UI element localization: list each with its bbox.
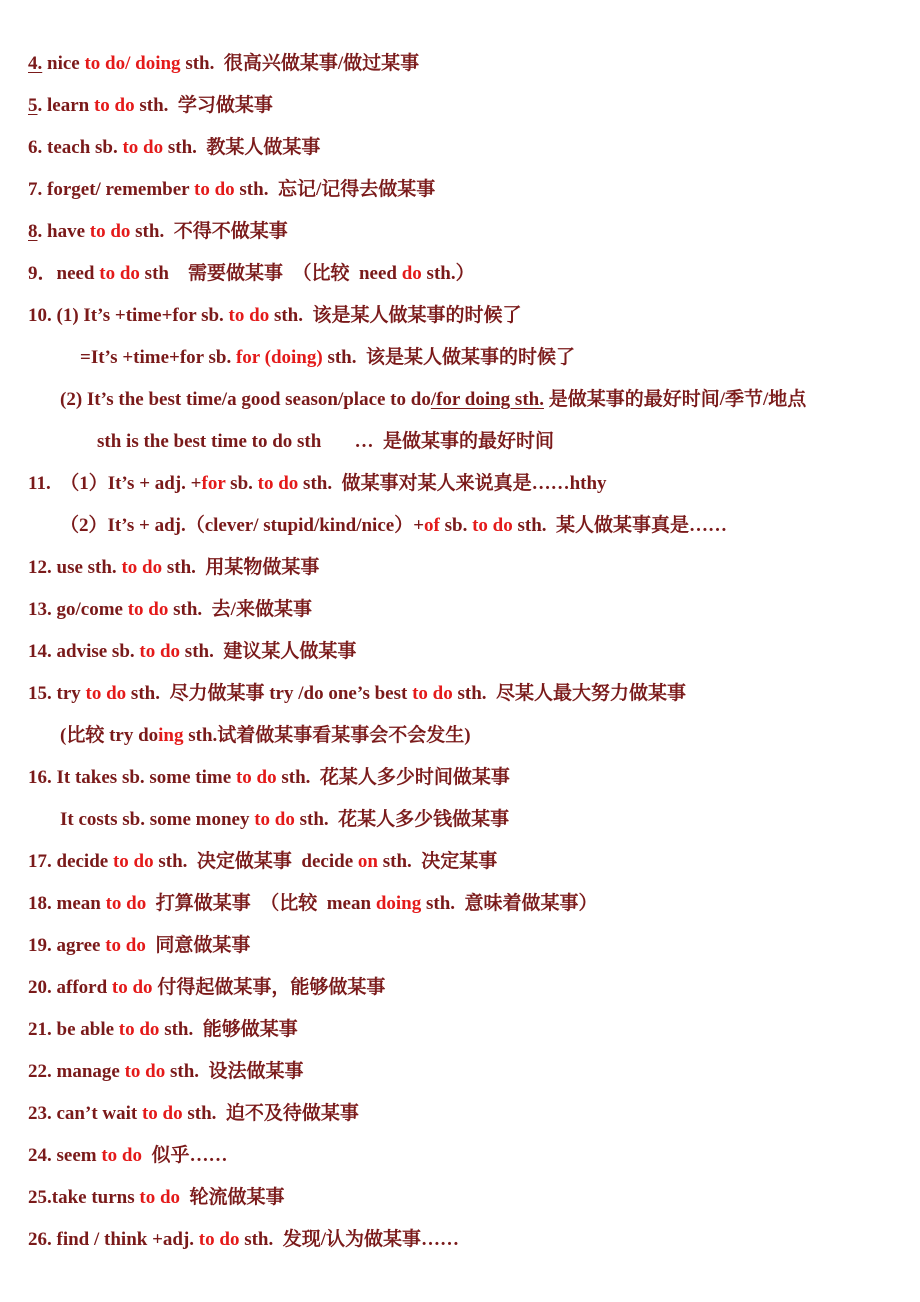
highlight-text: to do [118, 1019, 160, 1040]
text-line [60, 808, 509, 832]
text-segment: sth. 某人做某事真是…… [512, 515, 728, 536]
highlight-text: to do [198, 1229, 240, 1250]
highlight-text: to do [105, 935, 146, 956]
text-segment: 17. decide [28, 851, 113, 872]
text-segment: 8 [28, 221, 38, 242]
text-segment: sth. 迫不及待做某事 [182, 1103, 359, 1124]
text-segment: 12. use sth. [28, 557, 122, 578]
highlight-text: to do [257, 473, 299, 494]
highlight-text: for [201, 473, 226, 494]
highlight-text: to do [139, 641, 181, 662]
highlight-text: to do [122, 137, 164, 158]
highlight-text: to do [254, 809, 295, 830]
text-segment: sth.试着做某事看某事会不会发生) [183, 725, 471, 746]
text-segment: (比较 try do [60, 725, 159, 746]
text-line [28, 136, 320, 160]
text-line [28, 262, 475, 286]
highlight-text: to do [412, 683, 453, 704]
text-segment: nice [42, 53, 85, 74]
text-line [80, 346, 575, 370]
highlight-text: doing [375, 893, 422, 914]
text-segment: sth. 发现/认为做某事…… [239, 1229, 460, 1250]
highlight-text: to do [105, 893, 147, 914]
text-segment: sth. 花某人多少钱做某事 [294, 809, 510, 830]
text-segment: sth. 设法做某事 [165, 1061, 304, 1082]
text-line [28, 598, 312, 622]
text-segment: 打算做某事 （比较 mean [146, 893, 376, 914]
highlight-text: to do [194, 179, 235, 200]
text-line [28, 556, 319, 580]
text-line [28, 934, 250, 958]
text-segment: sth. 很高兴做某事/做过某事 [180, 53, 420, 74]
text-line [28, 94, 273, 118]
text-line [28, 640, 356, 664]
highlight-text: to do [141, 1103, 183, 1124]
text-segment: . learn [37, 95, 94, 116]
text-segment: 24. seem [28, 1145, 102, 1166]
highlight-text: to do [124, 1061, 166, 1082]
highlight-text: on [357, 851, 378, 872]
highlight-text: to do [101, 1145, 142, 1166]
text-segment: sth. 决定某事 [377, 851, 498, 872]
text-segment: sb. [225, 473, 258, 494]
text-line [60, 724, 471, 748]
text-line [97, 430, 554, 454]
text-segment: （2）It’s + adj.（clever/ stupid/kind/nice）+ [60, 515, 425, 536]
text-segment: sth.） [421, 263, 475, 284]
highlight-text: for (doing) [235, 347, 323, 368]
text-segment: sth 需要做某事 （比较 need [139, 263, 402, 284]
text-line [28, 682, 686, 706]
text-line [60, 514, 727, 538]
highlight-text: ing [158, 725, 184, 746]
text-segment: 23. can’t wait [28, 1103, 142, 1124]
highlight-text: to do/ doing [84, 53, 181, 74]
text-segment: sth. 用某物做某事 [162, 557, 320, 578]
highlight-text: to do [472, 515, 513, 536]
text-segment: 10. (1) It’s +time+for sb. [28, 305, 229, 326]
text-segment: 21. be able [28, 1019, 119, 1040]
highlight-text: to do [85, 683, 127, 704]
text-segment: sth. 建议某人做某事 [180, 641, 357, 662]
text-segment: 9．need [28, 263, 100, 284]
text-segment: 22. manage [28, 1061, 125, 1082]
highlight-text: to do [235, 767, 277, 788]
highlight-text: to do [93, 95, 135, 116]
text-segment: 13. go/come [28, 599, 128, 620]
text-segment: 25.take turns [28, 1187, 140, 1208]
text-segment: 5 [28, 95, 38, 116]
text-line [28, 1144, 228, 1168]
text-segment: sth. 尽力做某事 try /do one’s best [126, 683, 413, 704]
text-segment: It costs sb. some money [60, 809, 255, 830]
text-segment: sth. 教某人做某事 [163, 137, 321, 158]
text-segment: /for doing sth. [430, 389, 544, 410]
text-line [28, 1186, 285, 1210]
highlight-text: to do [127, 599, 169, 620]
text-segment: 是做某事的最好时间/季节/地点 [543, 389, 807, 410]
text-line [28, 52, 419, 76]
text-segment: sth. 决定做某事 decide [153, 851, 358, 872]
text-segment: 4. [28, 53, 43, 74]
text-segment: sth. 去/来做某事 [168, 599, 312, 620]
text-segment: sth is the best time to do sth … 是做某事的最好时间 [97, 431, 555, 452]
text-segment: 7. forget/ remember [28, 179, 194, 200]
highlight-text: to do [99, 263, 140, 284]
highlight-text: of [424, 515, 440, 536]
text-line [28, 850, 497, 874]
text-segment: . have [37, 221, 90, 242]
text-line [28, 1018, 298, 1042]
text-segment: 15. try [28, 683, 86, 704]
highlight-text: to do [139, 1187, 181, 1208]
text-segment: 付得起做某事，能够做某事 [152, 977, 386, 998]
text-segment: sth. 尽某人最大努力做某事 [452, 683, 687, 704]
text-line [28, 976, 385, 1000]
highlight-text: do [401, 263, 422, 284]
text-segment: sth. 不得不做某事 [130, 221, 288, 242]
highlight-text: to do [111, 977, 153, 998]
text-segment: 似乎…… [142, 1145, 228, 1166]
text-segment: 20. afford [28, 977, 112, 998]
highlight-text: to do [112, 851, 154, 872]
text-line [28, 766, 510, 790]
text-segment: 18. mean [28, 893, 106, 914]
text-segment: 19. agree [28, 935, 106, 956]
text-segment: sth. 做某事对某人来说真是……hthy [298, 473, 607, 494]
text-segment: 26. find / think +adj. [28, 1229, 199, 1250]
text-segment: 6. teach sb. [28, 137, 123, 158]
text-segment: =It’s +time+for sb. [80, 347, 236, 368]
text-segment: sth. 忘记/记得去做某事 [234, 179, 436, 200]
text-segment: sth. 花某人多少时间做某事 [276, 767, 510, 788]
text-line [28, 1060, 304, 1084]
text-segment: sth. 意味着做某事） [421, 893, 598, 914]
text-line [60, 388, 806, 412]
highlight-text: to do [89, 221, 131, 242]
text-line [28, 1228, 459, 1252]
highlight-text: to do [228, 305, 270, 326]
text-segment: sth. 能够做某事 [159, 1019, 298, 1040]
text-line [28, 892, 598, 916]
text-segment: 11. （1）It’s + adj. + [28, 473, 202, 494]
text-segment: sth. 该是某人做某事的时候了 [269, 305, 522, 326]
text-segment: 同意做某事 [145, 935, 251, 956]
text-line [28, 178, 435, 202]
text-segment: 16. It takes sb. some time [28, 767, 236, 788]
text-line [28, 220, 288, 244]
highlight-text: to do [121, 557, 163, 578]
text-segment: 轮流做某事 [180, 1187, 285, 1208]
text-segment: 14. advise sb. [28, 641, 140, 662]
text-segment: sth. 学习做某事 [134, 95, 273, 116]
text-line [28, 304, 522, 328]
text-segment: sb. [439, 515, 473, 536]
text-line [28, 472, 607, 496]
text-segment: (2) It’s the best time/a good season/place to do [60, 389, 431, 410]
text-line [28, 1102, 359, 1126]
text-segment: sth. 该是某人做某事的时候了 [322, 347, 575, 368]
